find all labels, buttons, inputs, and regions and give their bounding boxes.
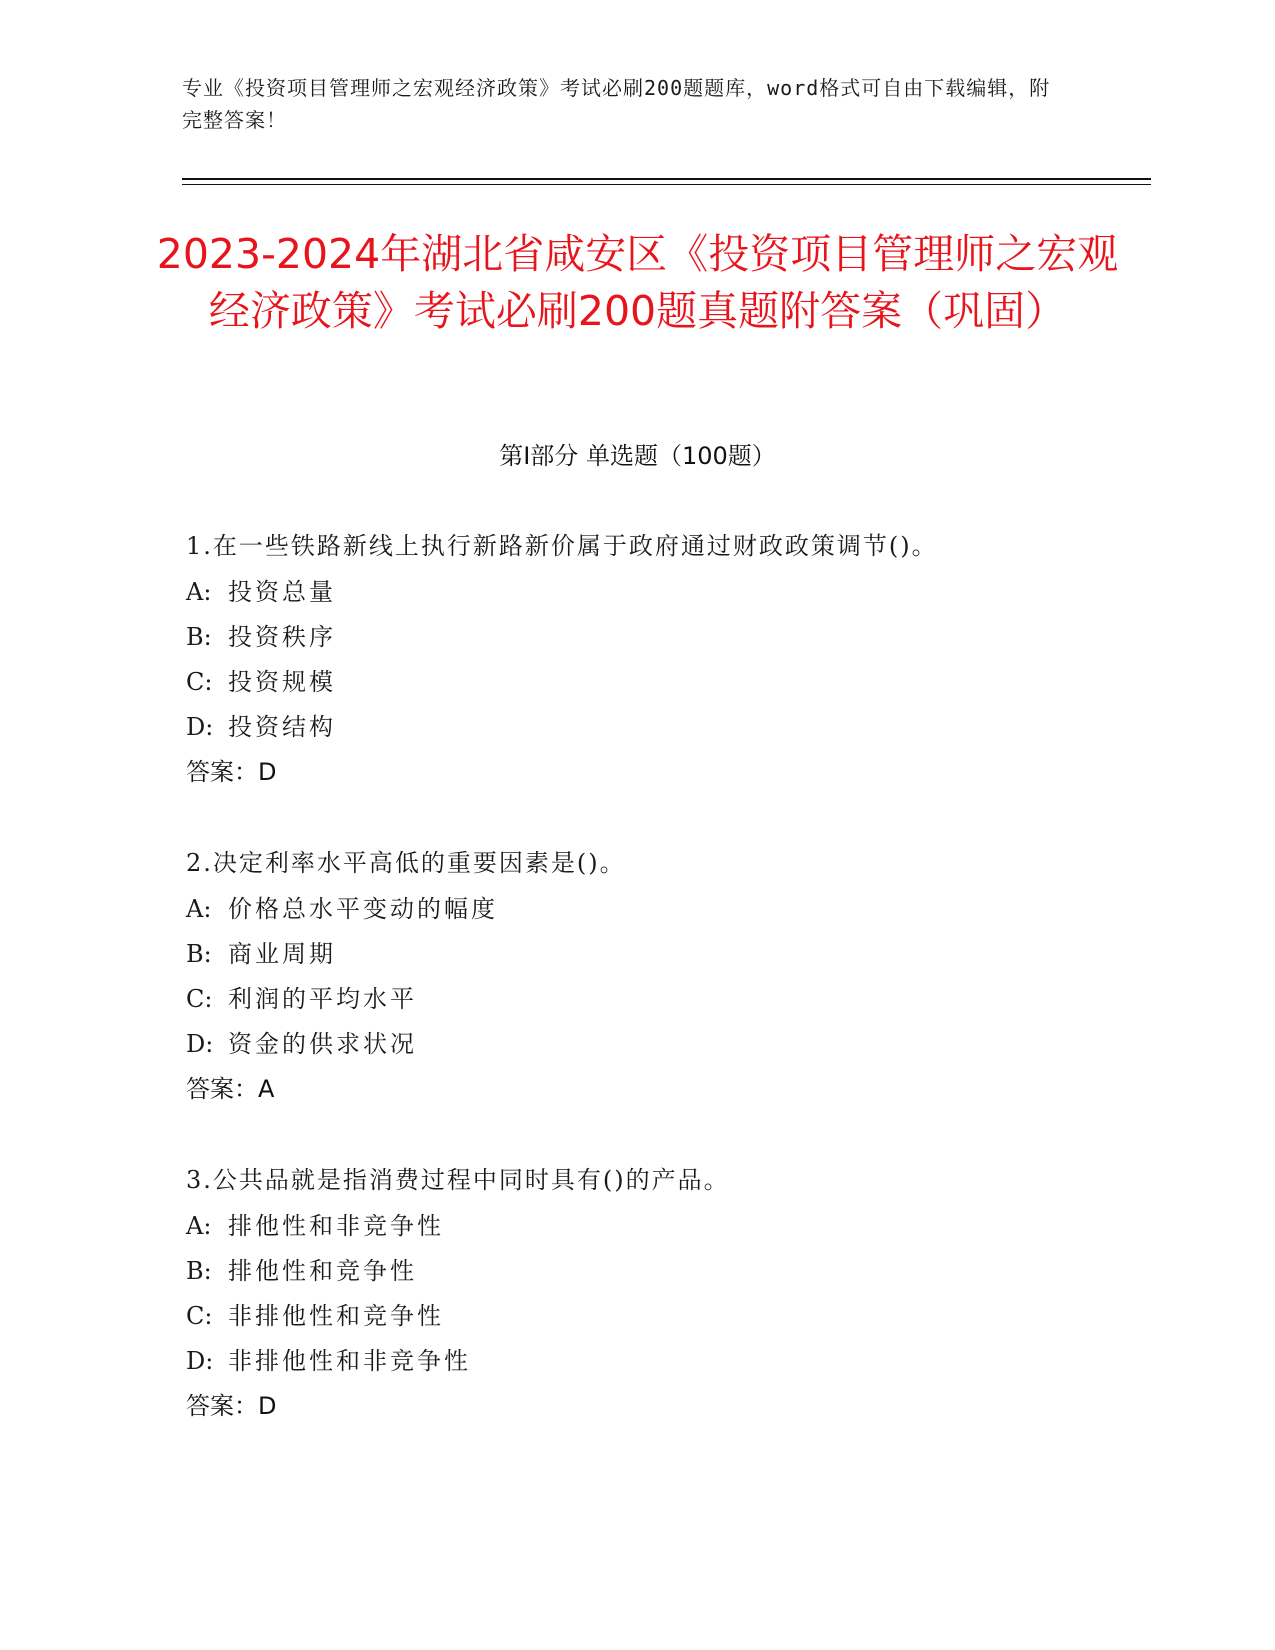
question-block: [186, 847, 1146, 1113]
option-key: D:: [186, 1347, 214, 1375]
header-divider-thick: [182, 178, 1151, 180]
header-note: 专业《投资项目管理师之宏观经济政策》考试必刷200题题库，word格式可自由下载编辑，附完整答案！: [182, 76, 1051, 132]
option-text: 非排他性和非竞争性: [228, 1347, 471, 1375]
option-key: A:: [186, 1212, 212, 1240]
option-text: 资金的供求状况: [228, 1030, 417, 1058]
option-text: 投资规模: [228, 668, 336, 696]
option-a: [186, 576, 1146, 621]
question-stem: 2.决定利率水平高低的重要因素是()。: [186, 849, 626, 877]
option-key: B:: [186, 1257, 212, 1285]
question-stem: 3.公共品就是指消费过程中同时具有()的产品。: [186, 1166, 730, 1194]
answer-line: 答案：D: [186, 1392, 277, 1420]
option-a: [186, 1210, 1146, 1255]
option-key: D:: [186, 1030, 214, 1058]
option-key: D:: [186, 713, 214, 741]
option-text: 投资秩序: [228, 623, 336, 651]
question-block: [186, 530, 1146, 796]
section-heading: 第Ⅰ部分 单选题（100题）: [499, 442, 776, 470]
option-text: 投资结构: [228, 713, 336, 741]
option-c: [186, 983, 1146, 1028]
option-d: [186, 1345, 1146, 1390]
option-b: [186, 1255, 1146, 1300]
option-c: [186, 1300, 1146, 1345]
option-a: [186, 893, 1146, 938]
option-key: C:: [186, 985, 213, 1013]
option-b: [186, 938, 1146, 983]
question-stem: 1.在一些铁路新线上执行新路新价属于政府通过财政政策调节()。: [186, 532, 938, 560]
option-key: C:: [186, 1302, 213, 1330]
option-d: [186, 711, 1146, 756]
option-text: 商业周期: [228, 940, 336, 968]
option-c: [186, 666, 1146, 711]
option-text: 非排他性和竞争性: [228, 1302, 444, 1330]
answer-line: 答案：D: [186, 758, 277, 786]
option-text: 价格总水平变动的幅度: [228, 895, 498, 923]
option-key: A:: [186, 578, 212, 606]
option-text: 投资总量: [228, 578, 336, 606]
header-divider-thin: [182, 184, 1151, 185]
option-key: C:: [186, 668, 213, 696]
option-d: [186, 1028, 1146, 1073]
option-text: 排他性和竞争性: [228, 1257, 417, 1285]
option-text: 排他性和非竞争性: [228, 1212, 444, 1240]
option-key: B:: [186, 623, 212, 651]
option-key: B:: [186, 940, 212, 968]
option-key: A:: [186, 895, 212, 923]
option-b: [186, 621, 1146, 666]
document-title: 2023-2024年湖北省咸安区《投资项目管理师之宏观经济政策》考试必刷200题真题附答案（巩固）: [156, 230, 1119, 335]
option-text: 利润的平均水平: [228, 985, 417, 1013]
answer-line: 答案：A: [186, 1075, 275, 1103]
question-block: [186, 1164, 1146, 1430]
